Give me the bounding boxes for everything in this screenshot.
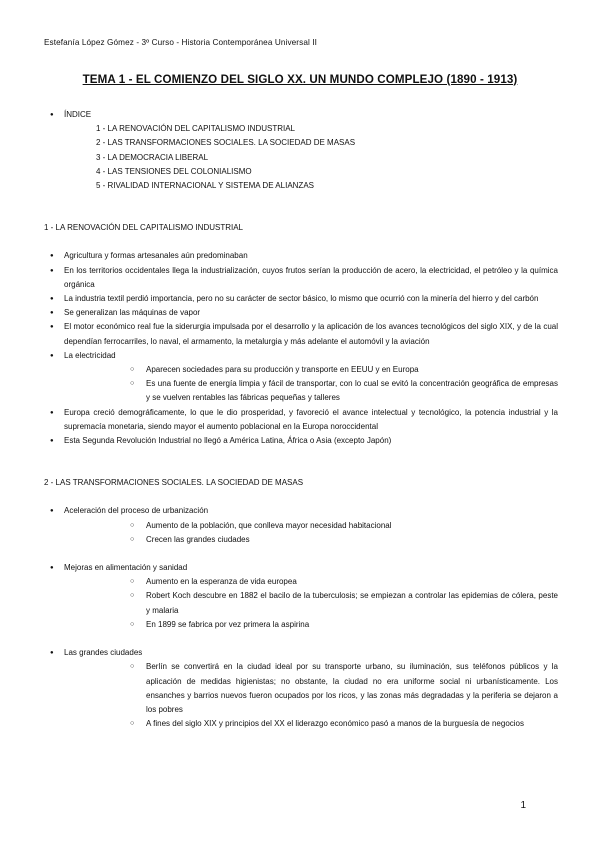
document-title: TEMA 1 - EL COMIENZO DEL SIGLO XX. UN MUNDO COMPLEJO (1890 - 1913) <box>82 73 518 86</box>
sub-list-item: ○ Aumento en la esperanza de vida europea <box>44 575 558 589</box>
index-item-1: 1 - LA RENOVACIÓN DEL CAPITALISMO INDUSTRIAL <box>96 124 296 134</box>
index-item-3: 3 - LA DEMOCRACIA LIBERAL <box>96 152 209 162</box>
list-item: ● Agricultura y formas artesanales aún predominaban <box>44 249 558 263</box>
section-1-heading: 1 - LA RENOVACIÓN DEL CAPITALISMO INDUSTRIAL <box>44 223 244 233</box>
spacer <box>44 547 558 561</box>
section-2-heading: 2 - LAS TRANSFORMACIONES SOCIALES. LA SOCIEDAD DE MASAS <box>44 478 304 488</box>
sub-list-item: ○ Aparecen sociedades para su producción y transporte en EEUU y en Europa <box>44 363 558 377</box>
list-item: ● La electricidad <box>44 349 558 363</box>
list-item: ● Las grandes ciudades <box>44 646 558 660</box>
list-item: ● Europa creció demográficamente, lo que le dio prosperidad, y favoreció el avance intelectual y tecnológico, la potencia industrial y la supremacía monetaria, siendo mayor el aumento poblacional en la Europa noroccidental <box>44 406 558 434</box>
spacer <box>44 632 558 646</box>
index-list <box>44 122 558 193</box>
page-header: Estefanía López Gómez - 3º Curso - Historia Contemporánea Universal II <box>44 38 318 47</box>
document-body <box>44 108 558 731</box>
sub-list-item: ○ Robert Koch descubre en 1882 el bacilo de la tuberculosis; se empiezan a controlar las epidemias de cólera, peste y malaria <box>44 589 558 617</box>
list-item: ● La industria textil perdió importancia, pero no su carácter de sector básico, lo mismo que ocurrió con la minería del hierro y del carbón <box>44 292 558 306</box>
list-item: ● En los territorios occidentales llega la industrialización, cuyos frutos serían la producción de acero, la electricidad, el petróleo y la química orgánica <box>44 264 558 292</box>
list-item: ● El motor económico real fue la siderurgia impulsada por el desarrollo y la aplicación de los avances tecnológicos del siglo XIX, y de la cual dependían ferrocarriles, lo naval, el armamento, la metalurgia y más adelante el automóvil y la aviación <box>44 320 558 348</box>
index-item-5: 5 - RIVALIDAD INTERNACIONAL Y SISTEMA DE ALIANZAS <box>96 181 314 191</box>
page-number: 1 <box>520 800 526 811</box>
sub-list-item: ○ Es una fuente de energía limpia y fácil de transportar, con lo cual se evitó la concentración geográfica de empresas y se vuelven rentables las fábricas pequeñas y talleres <box>44 377 558 405</box>
list-item: ● Se generalizan las máquinas de vapor <box>44 306 558 320</box>
index-label: ● ÍNDICE <box>44 108 558 122</box>
list-item: ● Aceleración del proceso de urbanización <box>44 504 558 518</box>
sub-list-item: ○ En 1899 se fabrica por vez primera la aspirina <box>44 618 558 632</box>
list-item: ● Mejoras en alimentación y sanidad <box>44 561 558 575</box>
index-item-2: 2 - LAS TRANSFORMACIONES SOCIALES. LA SOCIEDAD DE MASAS <box>96 138 356 148</box>
sub-list-item: ○ A fines del siglo XIX y principios del XX el liderazgo económico pasó a manos de la burguesía de negocios <box>44 717 558 731</box>
sub-list-item: ○ Aumento de la población, que conlleva mayor necesidad habitacional <box>44 519 558 533</box>
sub-list-item: ○ Berlín se convertirá en la ciudad ideal por su transporte urbano, su iluminación, sus teléfonos públicos y la aplicación de medidas higienistas; no obstante, la ciudad no era uniforme social ni urbanísticamente. Los ensanches y barrios nuevos fueron ocupados por los ricos, y las zonas más degradadas y la periferia se dejaron a los pobres <box>44 660 558 717</box>
list-item: ● Esta Segunda Revolución Industrial no llegó a América Latina, África o Asia (excepto Japón) <box>44 434 558 448</box>
sub-list-item: ○ Crecen las grandes ciudades <box>44 533 558 547</box>
index-item-4: 4 - LAS TENSIONES DEL COLONIALISMO <box>96 166 252 176</box>
